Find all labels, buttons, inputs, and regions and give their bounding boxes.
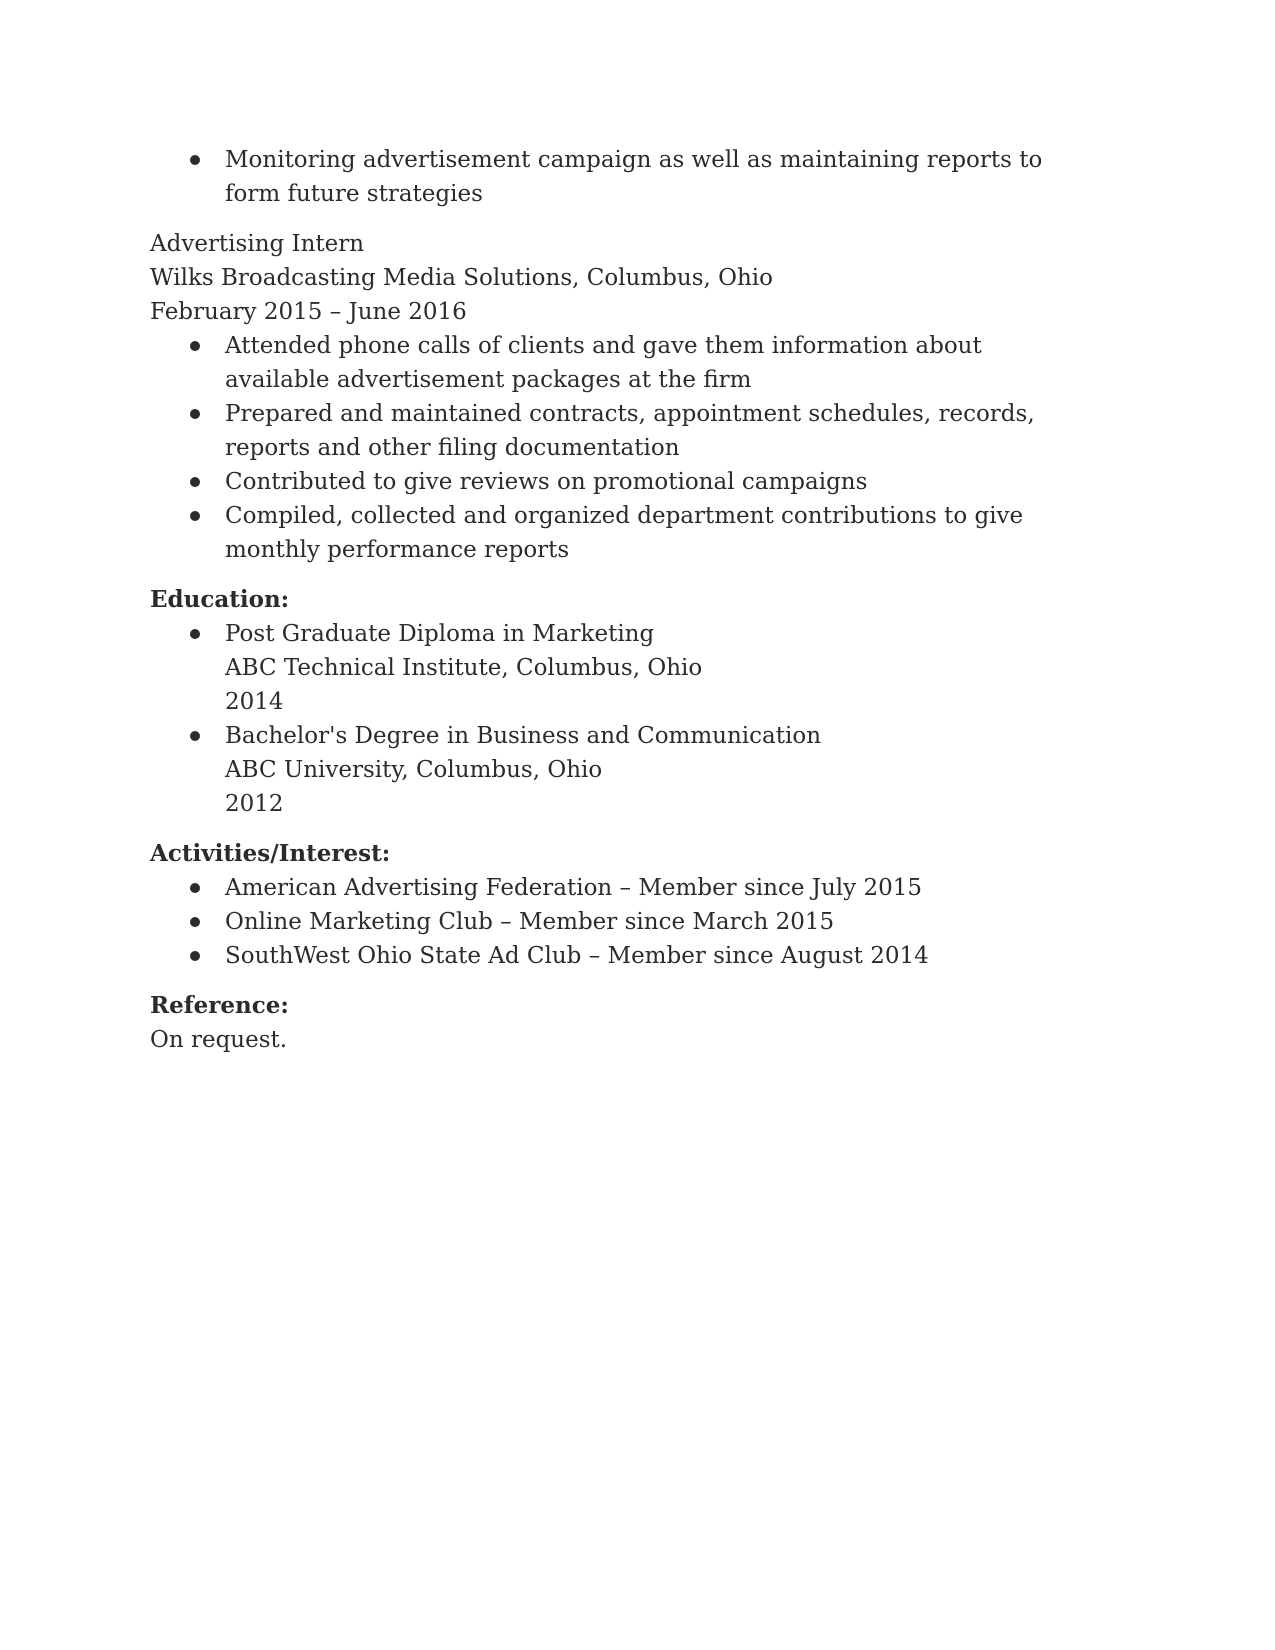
list-item <box>150 905 1140 939</box>
activities-heading: Activities/Interest: <box>150 840 391 867</box>
bullet-icon <box>190 341 200 351</box>
bullet-icon <box>190 155 200 165</box>
bullet-icon <box>190 917 200 927</box>
duty-text: Attended phone calls of clients and gave them information about available advertisement packages at the firm <box>225 333 982 393</box>
reference-text: On request. <box>150 1027 288 1053</box>
education-degree: Bachelor's Degree in Business and Communication <box>225 723 822 749</box>
bullet-icon <box>190 629 200 639</box>
education-year: 2012 <box>225 791 284 817</box>
list-item <box>150 465 1140 499</box>
activity-text: American Advertising Federation – Member since July 2015 <box>225 875 922 901</box>
job-dates: February 2015 – June 2016 <box>150 299 467 325</box>
job-title: Advertising Intern <box>150 231 365 257</box>
reference-section <box>150 989 1140 1057</box>
duty-text: Prepared and maintained contracts, appointment schedules, records, reports and other filing documentation <box>225 401 1035 461</box>
duty-text: Monitoring advertisement campaign as well as maintaining reports to form future strategies <box>225 147 1043 207</box>
list-item <box>150 617 1140 719</box>
list-item <box>150 397 1140 465</box>
bullet-icon <box>190 883 200 893</box>
list-item <box>150 329 1140 397</box>
education-degree: Post Graduate Diploma in Marketing <box>225 621 655 647</box>
education-list <box>150 617 1140 821</box>
education-heading: Education: <box>150 586 290 613</box>
previous-job-duties-list <box>150 143 1140 211</box>
education-institution: ABC University, Columbus, Ohio <box>225 757 603 783</box>
bullet-icon <box>190 731 200 741</box>
bullet-icon <box>190 477 200 487</box>
list-item <box>150 871 1140 905</box>
education-institution: ABC Technical Institute, Columbus, Ohio <box>225 655 703 681</box>
job-duties-list <box>150 329 1140 567</box>
reference-heading: Reference: <box>150 992 289 1019</box>
list-item <box>150 143 1140 211</box>
bullet-icon <box>190 951 200 961</box>
activity-text: Online Marketing Club – Member since March 2015 <box>225 909 835 935</box>
activities-section <box>150 837 1140 973</box>
list-item <box>150 719 1140 821</box>
education-year: 2014 <box>225 689 284 715</box>
list-item <box>150 499 1140 567</box>
bullet-icon <box>190 409 200 419</box>
duty-text: Contributed to give reviews on promotional campaigns <box>225 469 868 495</box>
resume-page <box>150 143 1140 1057</box>
activity-text: SouthWest Ohio State Ad Club – Member since August 2014 <box>225 943 929 969</box>
activities-list <box>150 871 1140 973</box>
job-entry <box>150 227 1140 567</box>
bullet-icon <box>190 511 200 521</box>
duty-text: Compiled, collected and organized department contributions to give monthly performance reports <box>225 503 1024 563</box>
education-section <box>150 583 1140 821</box>
list-item <box>150 939 1140 973</box>
job-company: Wilks Broadcasting Media Solutions, Columbus, Ohio <box>150 265 773 291</box>
